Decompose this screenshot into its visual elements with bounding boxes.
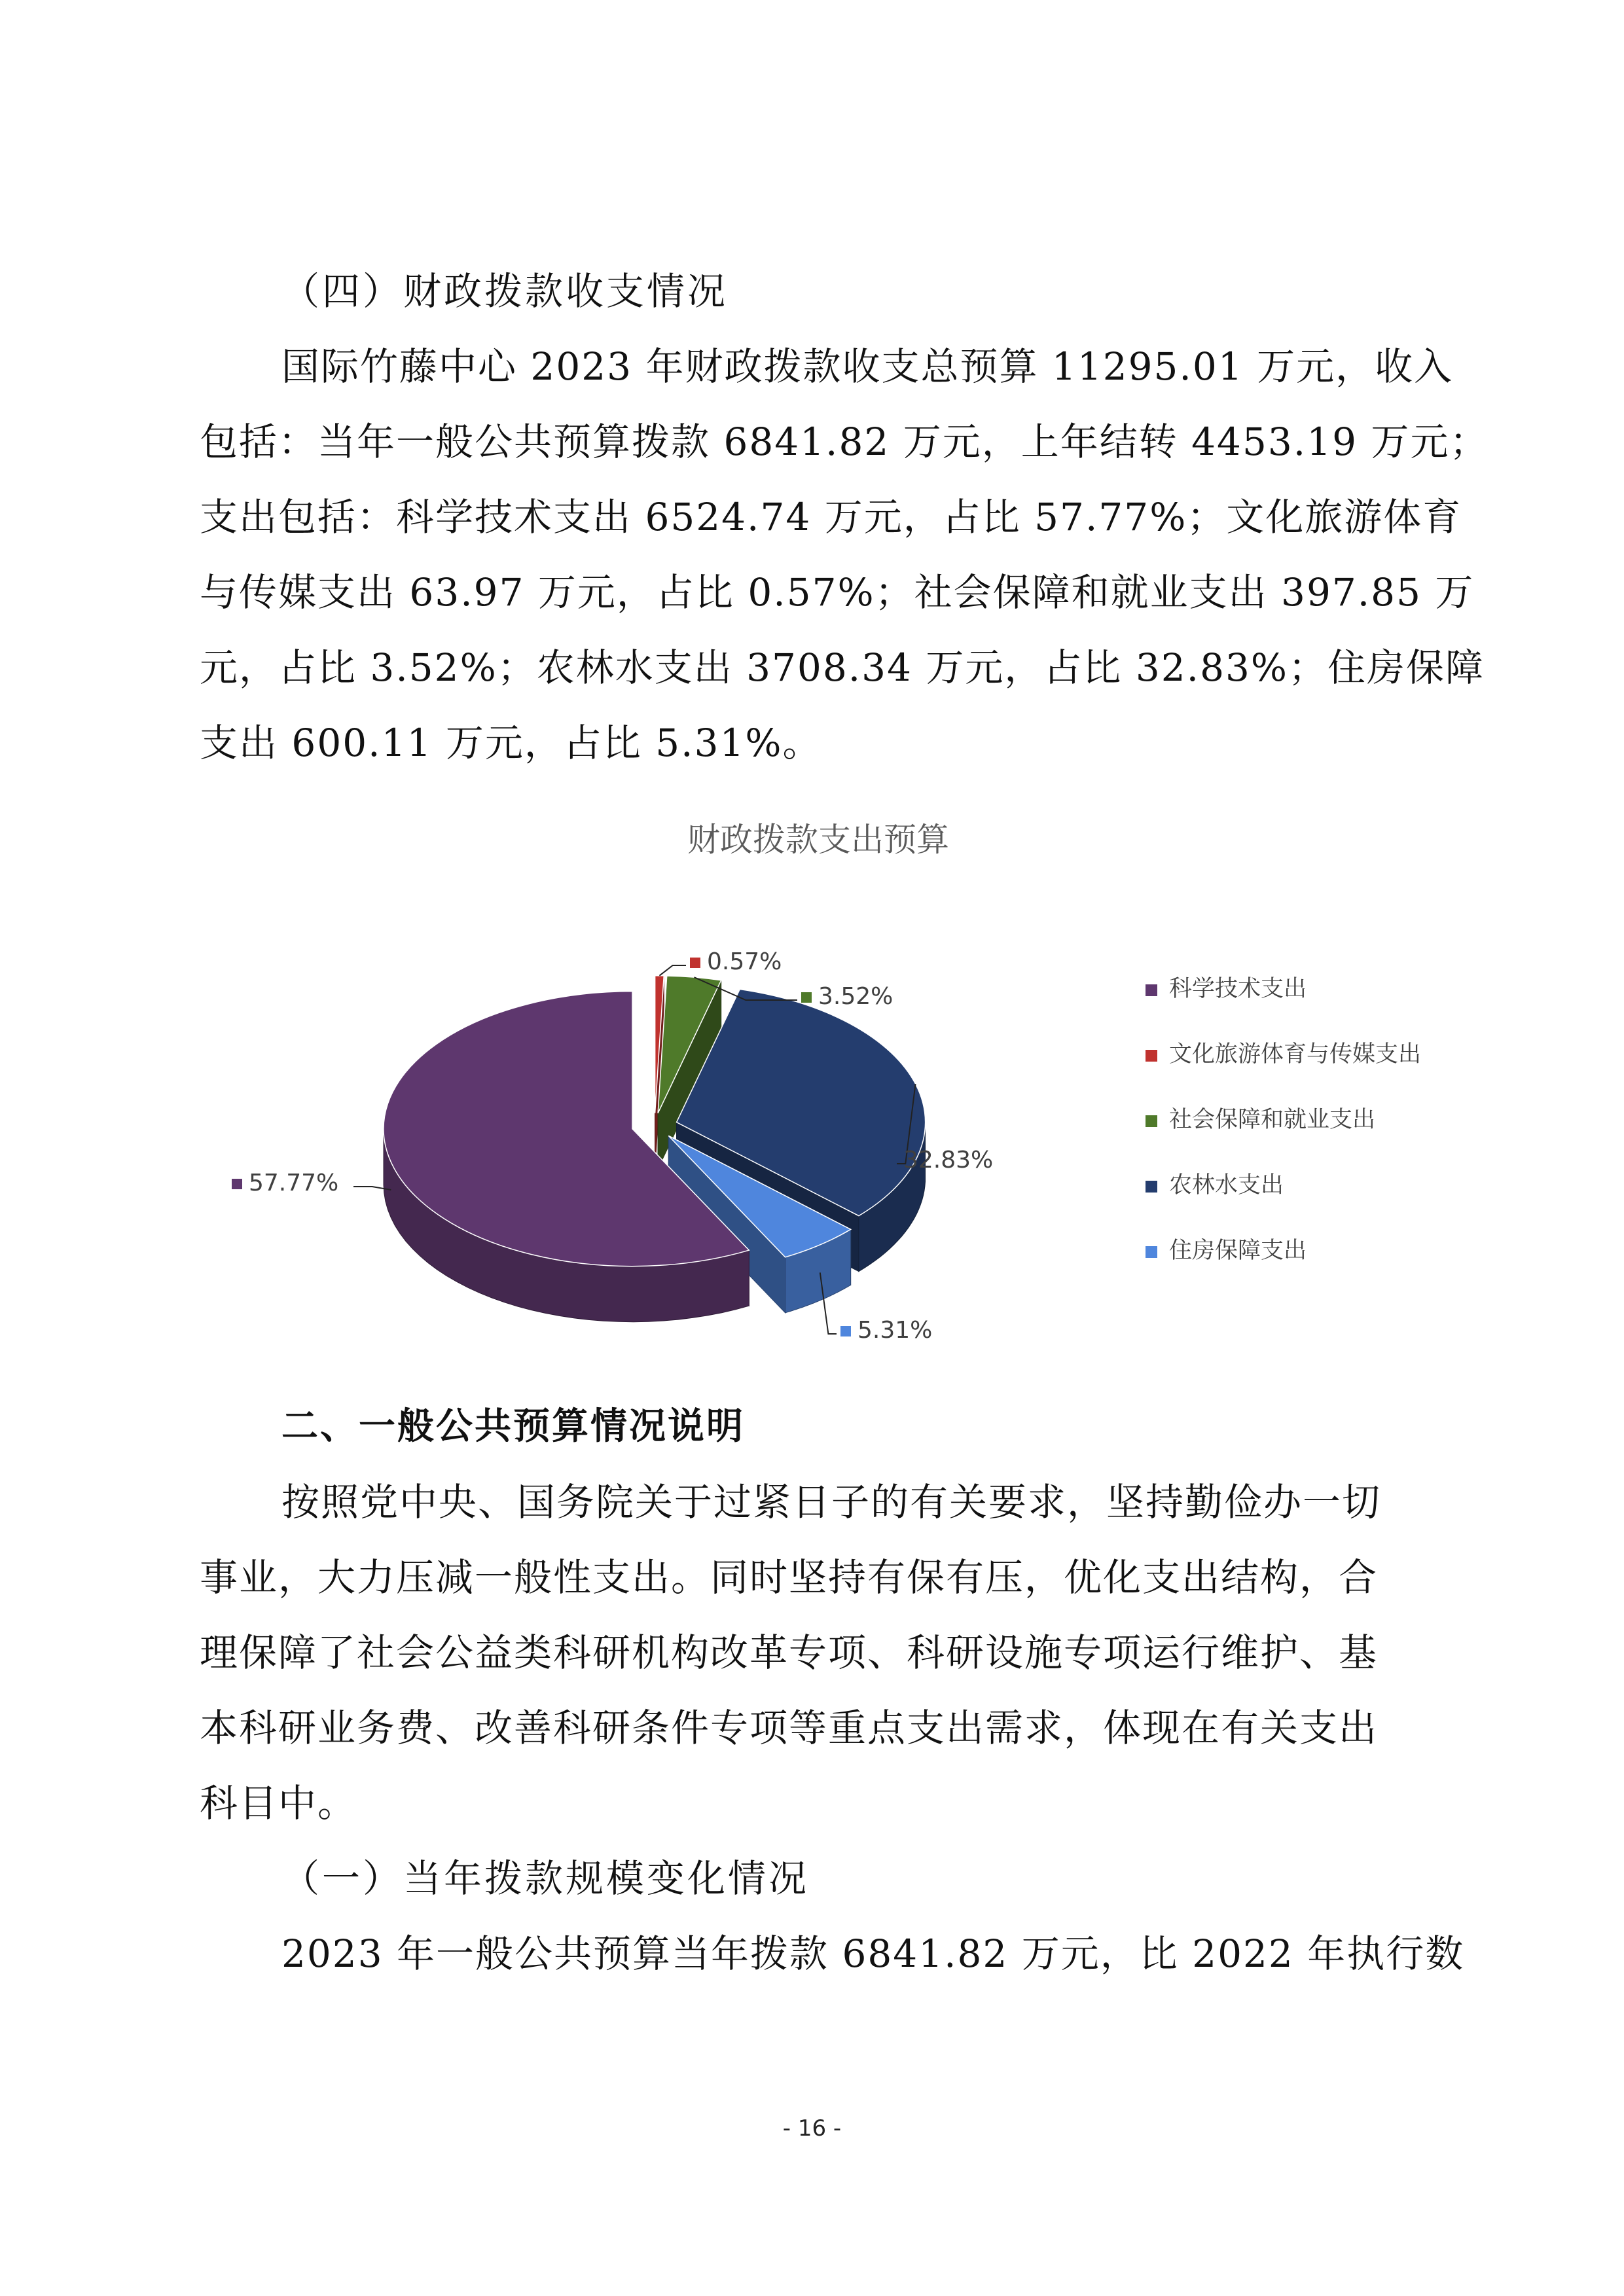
page-number: - 16 - xyxy=(782,2115,842,2142)
legend-swatch xyxy=(1146,1246,1157,1258)
paragraph-line: 2023 年一般公共预算当年拨款 6841.82 万元，比 2022 年执行数 xyxy=(281,1931,1465,1976)
legend-item: 文化旅游体育与传媒支出 xyxy=(1169,1041,1422,1067)
paragraph-line: 按照党中央、国务院关于过紧日子的有关要求，坚持勤俭办一切 xyxy=(281,1480,1382,1524)
paragraph-line: 元，占比 3.52%；农林水支出 3708.34 万元，占比 32.83%；住房保障 xyxy=(200,645,1485,690)
paragraph-line: 支出包括：科学技术支出 6524.74 万元，占比 57.77%；文化旅游体育 xyxy=(200,495,1462,539)
legend-swatch xyxy=(1146,1050,1157,1062)
data-label: 5.31% xyxy=(857,1317,933,1344)
label-marker xyxy=(690,958,700,968)
legend-item: 农林水支出 xyxy=(1169,1172,1284,1198)
paragraph-line: 包括：当年一般公共预算拨款 6841.82 万元，上年结转 4453.19 万元； xyxy=(200,420,1489,464)
pie-slices xyxy=(384,976,926,1322)
legend-item: 社会保障和就业支出 xyxy=(1169,1107,1376,1133)
legend-swatch xyxy=(1146,1115,1157,1127)
paragraph-line: 支出 600.11 万元，占比 5.31%。 xyxy=(200,721,822,765)
data-label: 3.52% xyxy=(818,983,893,1010)
paragraph-line: 本科研业务费、改善科研条件专项等重点支出需求，体现在有关支出 xyxy=(200,1706,1379,1750)
leader-line xyxy=(659,965,686,976)
section-heading-4: （四）财政拨款收支情况 xyxy=(281,269,729,314)
paragraph-line: 科目中。 xyxy=(200,1781,357,1825)
label-marker xyxy=(801,992,812,1003)
legend-swatch xyxy=(1146,984,1157,996)
data-label: 57.77% xyxy=(249,1170,339,1196)
subsection-heading-1: （一）当年拨款规模变化情况 xyxy=(281,1856,810,1901)
legend-item: 科学技术支出 xyxy=(1169,976,1307,1002)
pie-chart xyxy=(164,798,1473,1374)
label-marker xyxy=(840,1326,851,1336)
label-marker xyxy=(886,1156,897,1166)
legend-item: 住房保障支出 xyxy=(1169,1238,1307,1264)
paragraph-line: 事业，大力压减一般性支出。同时坚持有保有压，优化支出结构，合 xyxy=(200,1555,1379,1600)
data-label: 0.57% xyxy=(707,948,782,975)
section-heading-2: 二、一般公共预算情况说明 xyxy=(281,1405,745,1448)
paragraph-line: 理保障了社会公益类科研机构改革专项、科研设施专项运行维护、基 xyxy=(200,1630,1379,1675)
label-marker xyxy=(232,1179,242,1189)
chart-legend xyxy=(1146,976,1421,1264)
paragraph-line: 国际竹藤中心 2023 年财政拨款收支总预算 11295.01 万元，收入 xyxy=(281,344,1454,389)
paragraph-line: 与传媒支出 63.97 万元，占比 0.57%；社会保障和就业支出 397.85 万 xyxy=(200,570,1475,615)
chart-title: 财政拨款支出预算 xyxy=(687,821,949,859)
legend-swatch xyxy=(1146,1181,1157,1193)
data-label: 32.83% xyxy=(903,1147,994,1174)
